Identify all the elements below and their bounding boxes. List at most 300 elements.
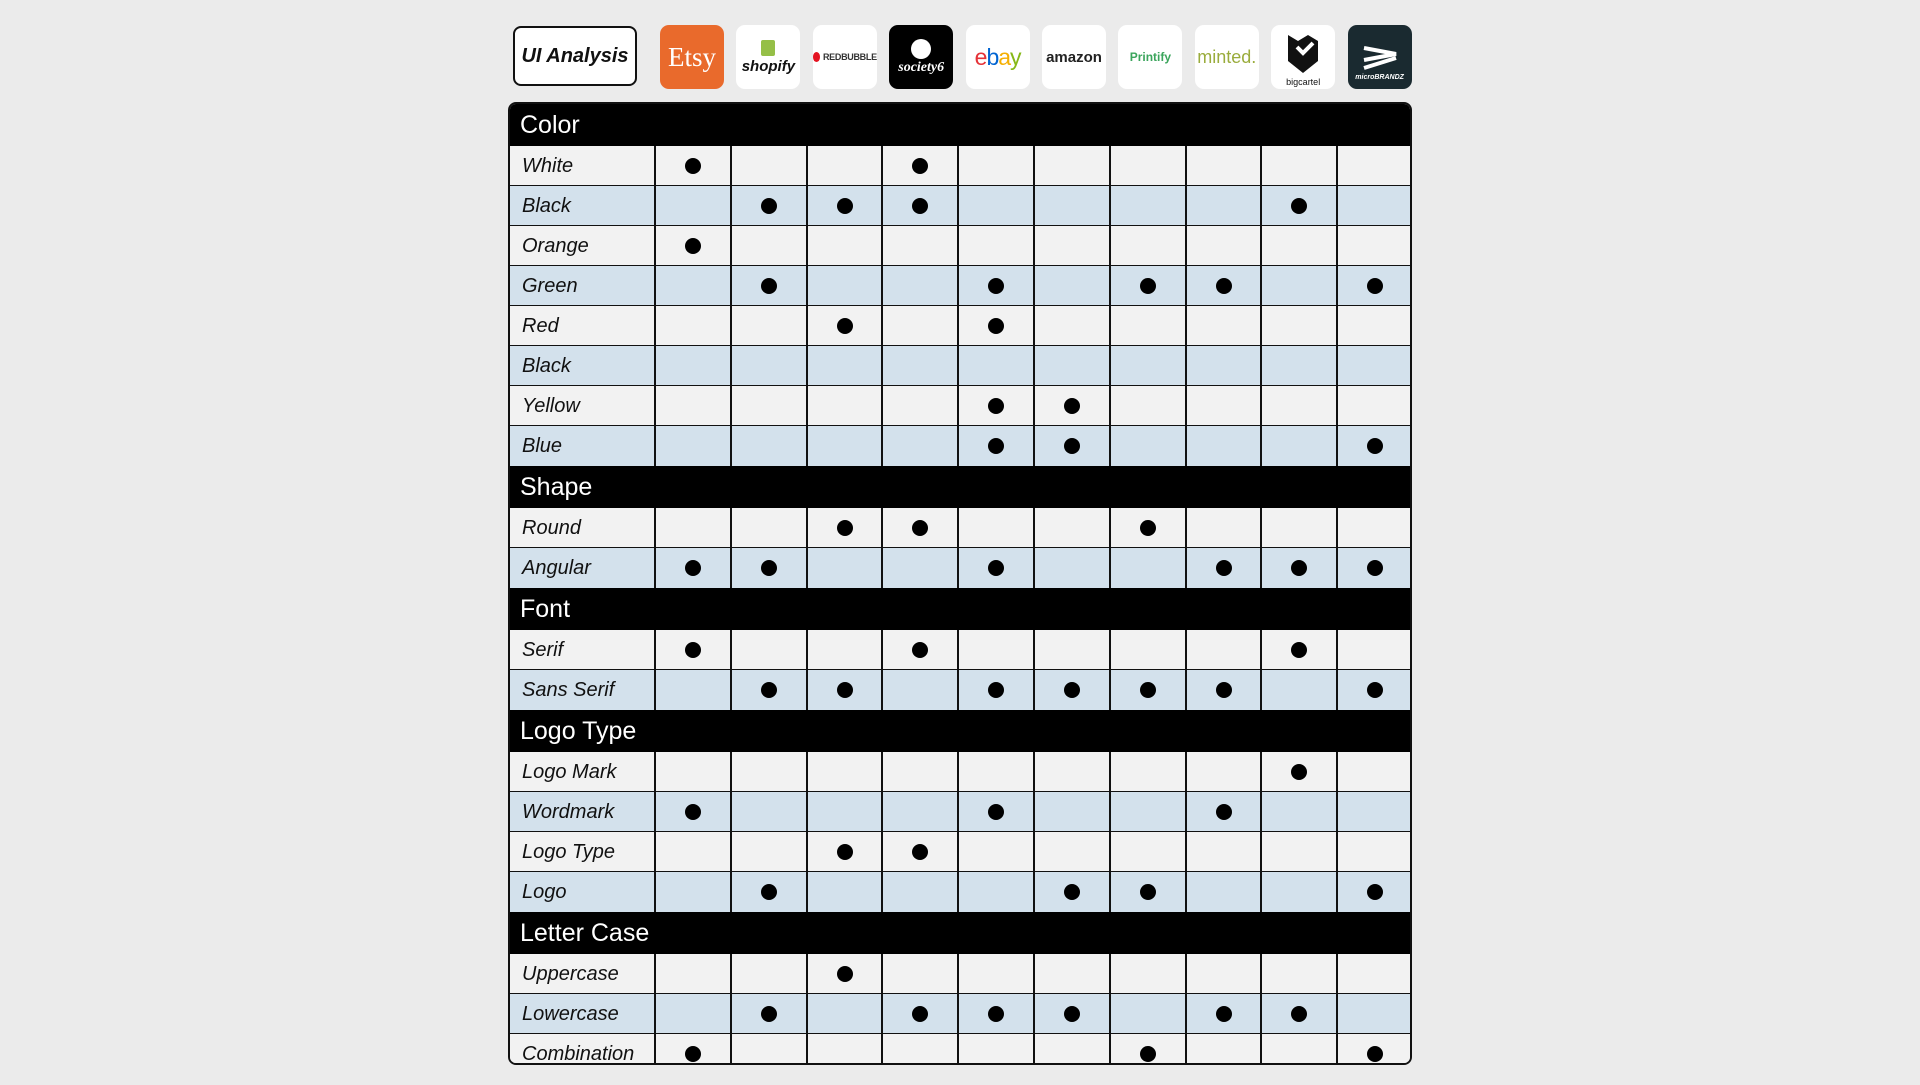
column-divider [1185, 1034, 1187, 1065]
check-dot [761, 560, 777, 576]
table-row [510, 548, 1410, 588]
column-divider [1033, 872, 1035, 912]
column-divider [806, 346, 808, 386]
column-divider [1336, 752, 1338, 792]
row-label: Logo Type [522, 840, 616, 863]
column-divider [1336, 426, 1338, 466]
table-row [510, 832, 1410, 872]
check-dot [1291, 642, 1307, 658]
check-dot [685, 1046, 701, 1062]
column-divider [1109, 630, 1111, 670]
column-divider [1336, 630, 1338, 670]
column-divider [1109, 1034, 1111, 1065]
column-divider [1260, 548, 1262, 588]
column-divider [730, 548, 732, 588]
column-divider [654, 386, 656, 426]
column-divider [1260, 508, 1262, 548]
column-divider [957, 146, 959, 186]
row-label: Green [522, 274, 578, 297]
table-row [510, 670, 1410, 710]
column-divider [1336, 306, 1338, 346]
column-divider [806, 792, 808, 832]
row-label: Uppercase [522, 962, 619, 985]
column-divider [1185, 630, 1187, 670]
column-divider [1109, 832, 1111, 872]
section-title: Font [520, 594, 571, 623]
column-divider [957, 832, 959, 872]
column-divider [1336, 954, 1338, 994]
check-dot [988, 438, 1004, 454]
column-divider [1185, 346, 1187, 386]
column-divider [1109, 508, 1111, 548]
column-divider [730, 872, 732, 912]
row-label: Black [522, 194, 571, 217]
column-divider [806, 146, 808, 186]
check-dot [837, 318, 853, 334]
chart-title: UI Analysis [513, 26, 637, 86]
column-divider [1336, 186, 1338, 226]
column-divider [1109, 426, 1111, 466]
column-divider [730, 954, 732, 994]
column-divider [1109, 266, 1111, 306]
column-divider [806, 386, 808, 426]
column-divider [654, 752, 656, 792]
column-divider [654, 630, 656, 670]
minted-logo [1195, 25, 1259, 89]
column-divider [1109, 872, 1111, 912]
column-divider [1336, 548, 1338, 588]
check-dot [912, 198, 928, 214]
check-dot [1291, 198, 1307, 214]
table-row [510, 508, 1410, 548]
check-dot [1064, 438, 1080, 454]
column-divider [957, 266, 959, 306]
row-label: Sans Serif [522, 678, 615, 701]
column-divider [1336, 832, 1338, 872]
table-row [510, 146, 1410, 186]
column-divider [957, 186, 959, 226]
column-divider [1260, 186, 1262, 226]
column-divider [1033, 386, 1035, 426]
row-label: Angular [522, 556, 591, 579]
column-divider [1260, 954, 1262, 994]
column-divider [806, 226, 808, 266]
column-divider [1033, 508, 1035, 548]
column-divider [1260, 386, 1262, 426]
column-divider [806, 508, 808, 548]
column-divider [730, 306, 732, 346]
column-divider [1260, 266, 1262, 306]
column-divider [654, 1034, 656, 1065]
check-dot [912, 1006, 928, 1022]
column-divider [806, 630, 808, 670]
column-divider [1185, 792, 1187, 832]
table-row [510, 872, 1410, 912]
column-divider [1033, 548, 1035, 588]
column-divider [1109, 146, 1111, 186]
column-divider [1185, 226, 1187, 266]
check-dot [837, 844, 853, 860]
column-divider [1185, 752, 1187, 792]
check-dot [1291, 764, 1307, 780]
row-label: Red [522, 314, 559, 337]
brand-logo-text: Printify [1129, 50, 1172, 64]
check-dot [761, 682, 777, 698]
column-divider [654, 426, 656, 466]
column-divider [1033, 306, 1035, 346]
column-divider [1109, 792, 1111, 832]
column-divider [881, 508, 883, 548]
check-dot [1064, 398, 1080, 414]
column-divider [654, 508, 656, 548]
check-dot [912, 844, 928, 860]
check-dot [1216, 682, 1232, 698]
column-divider [957, 670, 959, 710]
check-dot [1367, 278, 1383, 294]
column-divider [881, 306, 883, 346]
column-divider [957, 548, 959, 588]
table-row [510, 306, 1410, 346]
column-divider [881, 872, 883, 912]
column-divider [1033, 792, 1035, 832]
check-dot [988, 398, 1004, 414]
column-divider [1260, 346, 1262, 386]
column-divider [730, 994, 732, 1034]
check-dot [912, 520, 928, 536]
column-divider [654, 146, 656, 186]
column-divider [1185, 548, 1187, 588]
column-divider [806, 306, 808, 346]
brand-logo-text: REDBUBBLE [822, 52, 877, 62]
column-divider [654, 226, 656, 266]
check-dot [1064, 1006, 1080, 1022]
table-row [510, 630, 1410, 670]
column-divider [1033, 954, 1035, 994]
brand-logo-text: Etsy [667, 41, 716, 72]
check-dot [837, 966, 853, 982]
check-dot [1140, 520, 1156, 536]
check-dot [685, 238, 701, 254]
column-divider [1260, 872, 1262, 912]
column-divider [654, 872, 656, 912]
column-divider [730, 146, 732, 186]
column-divider [881, 426, 883, 466]
column-divider [730, 792, 732, 832]
check-dot [988, 682, 1004, 698]
column-divider [1185, 306, 1187, 346]
etsy-logo [660, 25, 724, 89]
row-label: Blue [522, 434, 563, 457]
check-dot [1216, 804, 1232, 820]
column-divider [1185, 508, 1187, 548]
column-divider [957, 426, 959, 466]
comparison-table [508, 102, 1412, 1065]
section-title: Logo Type [520, 716, 637, 745]
column-divider [654, 186, 656, 226]
column-divider [730, 186, 732, 226]
column-divider [1260, 792, 1262, 832]
column-divider [1336, 872, 1338, 912]
check-dot [1291, 560, 1307, 576]
check-dot [761, 278, 777, 294]
column-divider [1033, 146, 1035, 186]
column-divider [881, 266, 883, 306]
check-dot [685, 158, 701, 174]
table-row [510, 386, 1410, 426]
ebay-logo [966, 25, 1030, 89]
column-divider [957, 954, 959, 994]
check-dot [1140, 682, 1156, 698]
column-divider [1185, 954, 1187, 994]
column-divider [881, 346, 883, 386]
check-dot [761, 198, 777, 214]
column-divider [730, 832, 732, 872]
column-divider [1185, 146, 1187, 186]
table-row [510, 792, 1410, 832]
column-divider [957, 306, 959, 346]
column-divider [881, 1034, 883, 1065]
check-dot [1216, 560, 1232, 576]
check-dot [988, 318, 1004, 334]
check-dot [988, 804, 1004, 820]
check-dot [1367, 884, 1383, 900]
column-divider [654, 832, 656, 872]
row-label: Logo [522, 880, 567, 903]
check-dot [1064, 682, 1080, 698]
check-dot [1367, 438, 1383, 454]
column-divider [654, 548, 656, 588]
column-divider [1185, 994, 1187, 1034]
check-dot [1140, 278, 1156, 294]
column-divider [1033, 266, 1035, 306]
bigcartel-logo [1271, 25, 1335, 89]
check-dot [837, 682, 853, 698]
bigcartel-shield-icon [1286, 33, 1320, 77]
check-dot [912, 158, 928, 174]
brand-logo-text: ebay [974, 43, 1021, 70]
column-divider [1185, 386, 1187, 426]
row-label: Black [522, 354, 571, 377]
column-divider [881, 630, 883, 670]
column-divider [806, 186, 808, 226]
section-header [510, 710, 1410, 752]
column-divider [654, 266, 656, 306]
column-divider [654, 346, 656, 386]
column-divider [881, 386, 883, 426]
row-label: White [522, 154, 574, 177]
column-divider [957, 346, 959, 386]
column-divider [1033, 832, 1035, 872]
row-label: Wordmark [522, 800, 615, 823]
check-dot [1140, 884, 1156, 900]
column-divider [957, 508, 959, 548]
column-divider [957, 226, 959, 266]
check-dot [761, 884, 777, 900]
row-label: Logo Mark [522, 760, 617, 783]
column-divider [1185, 670, 1187, 710]
column-divider [1260, 670, 1262, 710]
section-header [510, 912, 1410, 954]
row-label: Serif [522, 638, 564, 661]
column-divider [1185, 186, 1187, 226]
column-divider [1260, 1034, 1262, 1065]
table-row [510, 226, 1410, 266]
column-divider [1033, 670, 1035, 710]
column-divider [881, 954, 883, 994]
table-row [510, 186, 1410, 226]
column-divider [730, 226, 732, 266]
column-divider [1109, 386, 1111, 426]
column-divider [1260, 146, 1262, 186]
column-divider [730, 346, 732, 386]
printify-logo [1118, 25, 1182, 89]
row-label: Lowercase [522, 1002, 619, 1025]
column-divider [957, 752, 959, 792]
column-divider [1260, 306, 1262, 346]
column-divider [1185, 832, 1187, 872]
society6-logo [889, 25, 953, 89]
check-dot [1367, 1046, 1383, 1062]
brand-logo-text: minted. [1197, 46, 1257, 67]
column-divider [730, 630, 732, 670]
shopify-bag-logo [736, 25, 800, 89]
column-divider [806, 670, 808, 710]
column-divider [1033, 994, 1035, 1034]
check-dot [1367, 682, 1383, 698]
table-row [510, 954, 1410, 994]
column-divider [1109, 548, 1111, 588]
column-divider [1033, 752, 1035, 792]
column-divider [730, 670, 732, 710]
column-divider [1033, 630, 1035, 670]
column-divider [1260, 630, 1262, 670]
column-divider [730, 752, 732, 792]
column-divider [654, 954, 656, 994]
row-label: Orange [522, 234, 589, 257]
s6-circle-icon [911, 39, 931, 59]
column-divider [1336, 792, 1338, 832]
column-divider [957, 792, 959, 832]
column-divider [881, 226, 883, 266]
check-dot [1140, 1046, 1156, 1062]
column-divider [1260, 426, 1262, 466]
microbrandz-logo [1348, 25, 1412, 89]
shopping-bag-icon [761, 40, 775, 56]
column-divider [806, 752, 808, 792]
brand-logo-text: amazon [1046, 48, 1102, 66]
check-dot [988, 278, 1004, 294]
column-divider [806, 548, 808, 588]
section-header [510, 466, 1410, 508]
brand-logo-text: shopify [741, 57, 796, 75]
column-divider [1109, 186, 1111, 226]
column-divider [730, 1034, 732, 1065]
column-divider [654, 792, 656, 832]
column-divider [1185, 426, 1187, 466]
check-dot [1064, 884, 1080, 900]
check-dot [1216, 278, 1232, 294]
check-dot [1367, 560, 1383, 576]
column-divider [730, 386, 732, 426]
column-divider [730, 426, 732, 466]
column-divider [1185, 266, 1187, 306]
column-divider [957, 1034, 959, 1065]
section-title: Letter Case [520, 918, 650, 947]
brand-header [508, 24, 1408, 90]
column-divider [1033, 186, 1035, 226]
column-divider [1033, 426, 1035, 466]
column-divider [881, 548, 883, 588]
column-divider [1109, 306, 1111, 346]
column-divider [881, 670, 883, 710]
column-divider [881, 752, 883, 792]
check-dot [685, 642, 701, 658]
column-divider [1336, 1034, 1338, 1065]
section-title: Color [520, 110, 580, 139]
check-dot [685, 560, 701, 576]
column-divider [881, 792, 883, 832]
column-divider [1336, 508, 1338, 548]
section-header [510, 588, 1410, 630]
amazon-logo [1042, 25, 1106, 89]
column-divider [1109, 954, 1111, 994]
column-divider [957, 872, 959, 912]
column-divider [1260, 752, 1262, 792]
column-divider [1336, 670, 1338, 710]
column-divider [806, 1034, 808, 1065]
column-divider [881, 146, 883, 186]
column-divider [654, 994, 656, 1034]
column-divider [957, 386, 959, 426]
table-row [510, 752, 1410, 792]
column-divider [806, 994, 808, 1034]
column-divider [1260, 994, 1262, 1034]
column-divider [1033, 1034, 1035, 1065]
column-divider [1336, 226, 1338, 266]
column-divider [654, 306, 656, 346]
column-divider [1033, 346, 1035, 386]
table-row [510, 346, 1410, 386]
row-label: Round [522, 516, 581, 539]
table-row [510, 994, 1410, 1034]
column-divider [881, 186, 883, 226]
check-dot [685, 804, 701, 820]
column-divider [806, 266, 808, 306]
column-divider [806, 832, 808, 872]
column-divider [1336, 266, 1338, 306]
column-divider [881, 994, 883, 1034]
column-divider [1033, 226, 1035, 266]
column-divider [1336, 346, 1338, 386]
check-dot [761, 1006, 777, 1022]
column-divider [654, 670, 656, 710]
check-dot [837, 520, 853, 536]
column-divider [730, 266, 732, 306]
brand-logo-text: microBRANDZ [1355, 74, 1404, 81]
check-dot [912, 642, 928, 658]
redbubble-logo [813, 25, 877, 89]
column-divider [1260, 226, 1262, 266]
column-divider [1109, 994, 1111, 1034]
column-divider [806, 872, 808, 912]
column-divider [806, 954, 808, 994]
check-dot [837, 198, 853, 214]
column-divider [1336, 146, 1338, 186]
row-label: Combination [522, 1042, 635, 1065]
column-divider [806, 426, 808, 466]
section-title: Shape [520, 472, 593, 501]
check-dot [988, 1006, 1004, 1022]
